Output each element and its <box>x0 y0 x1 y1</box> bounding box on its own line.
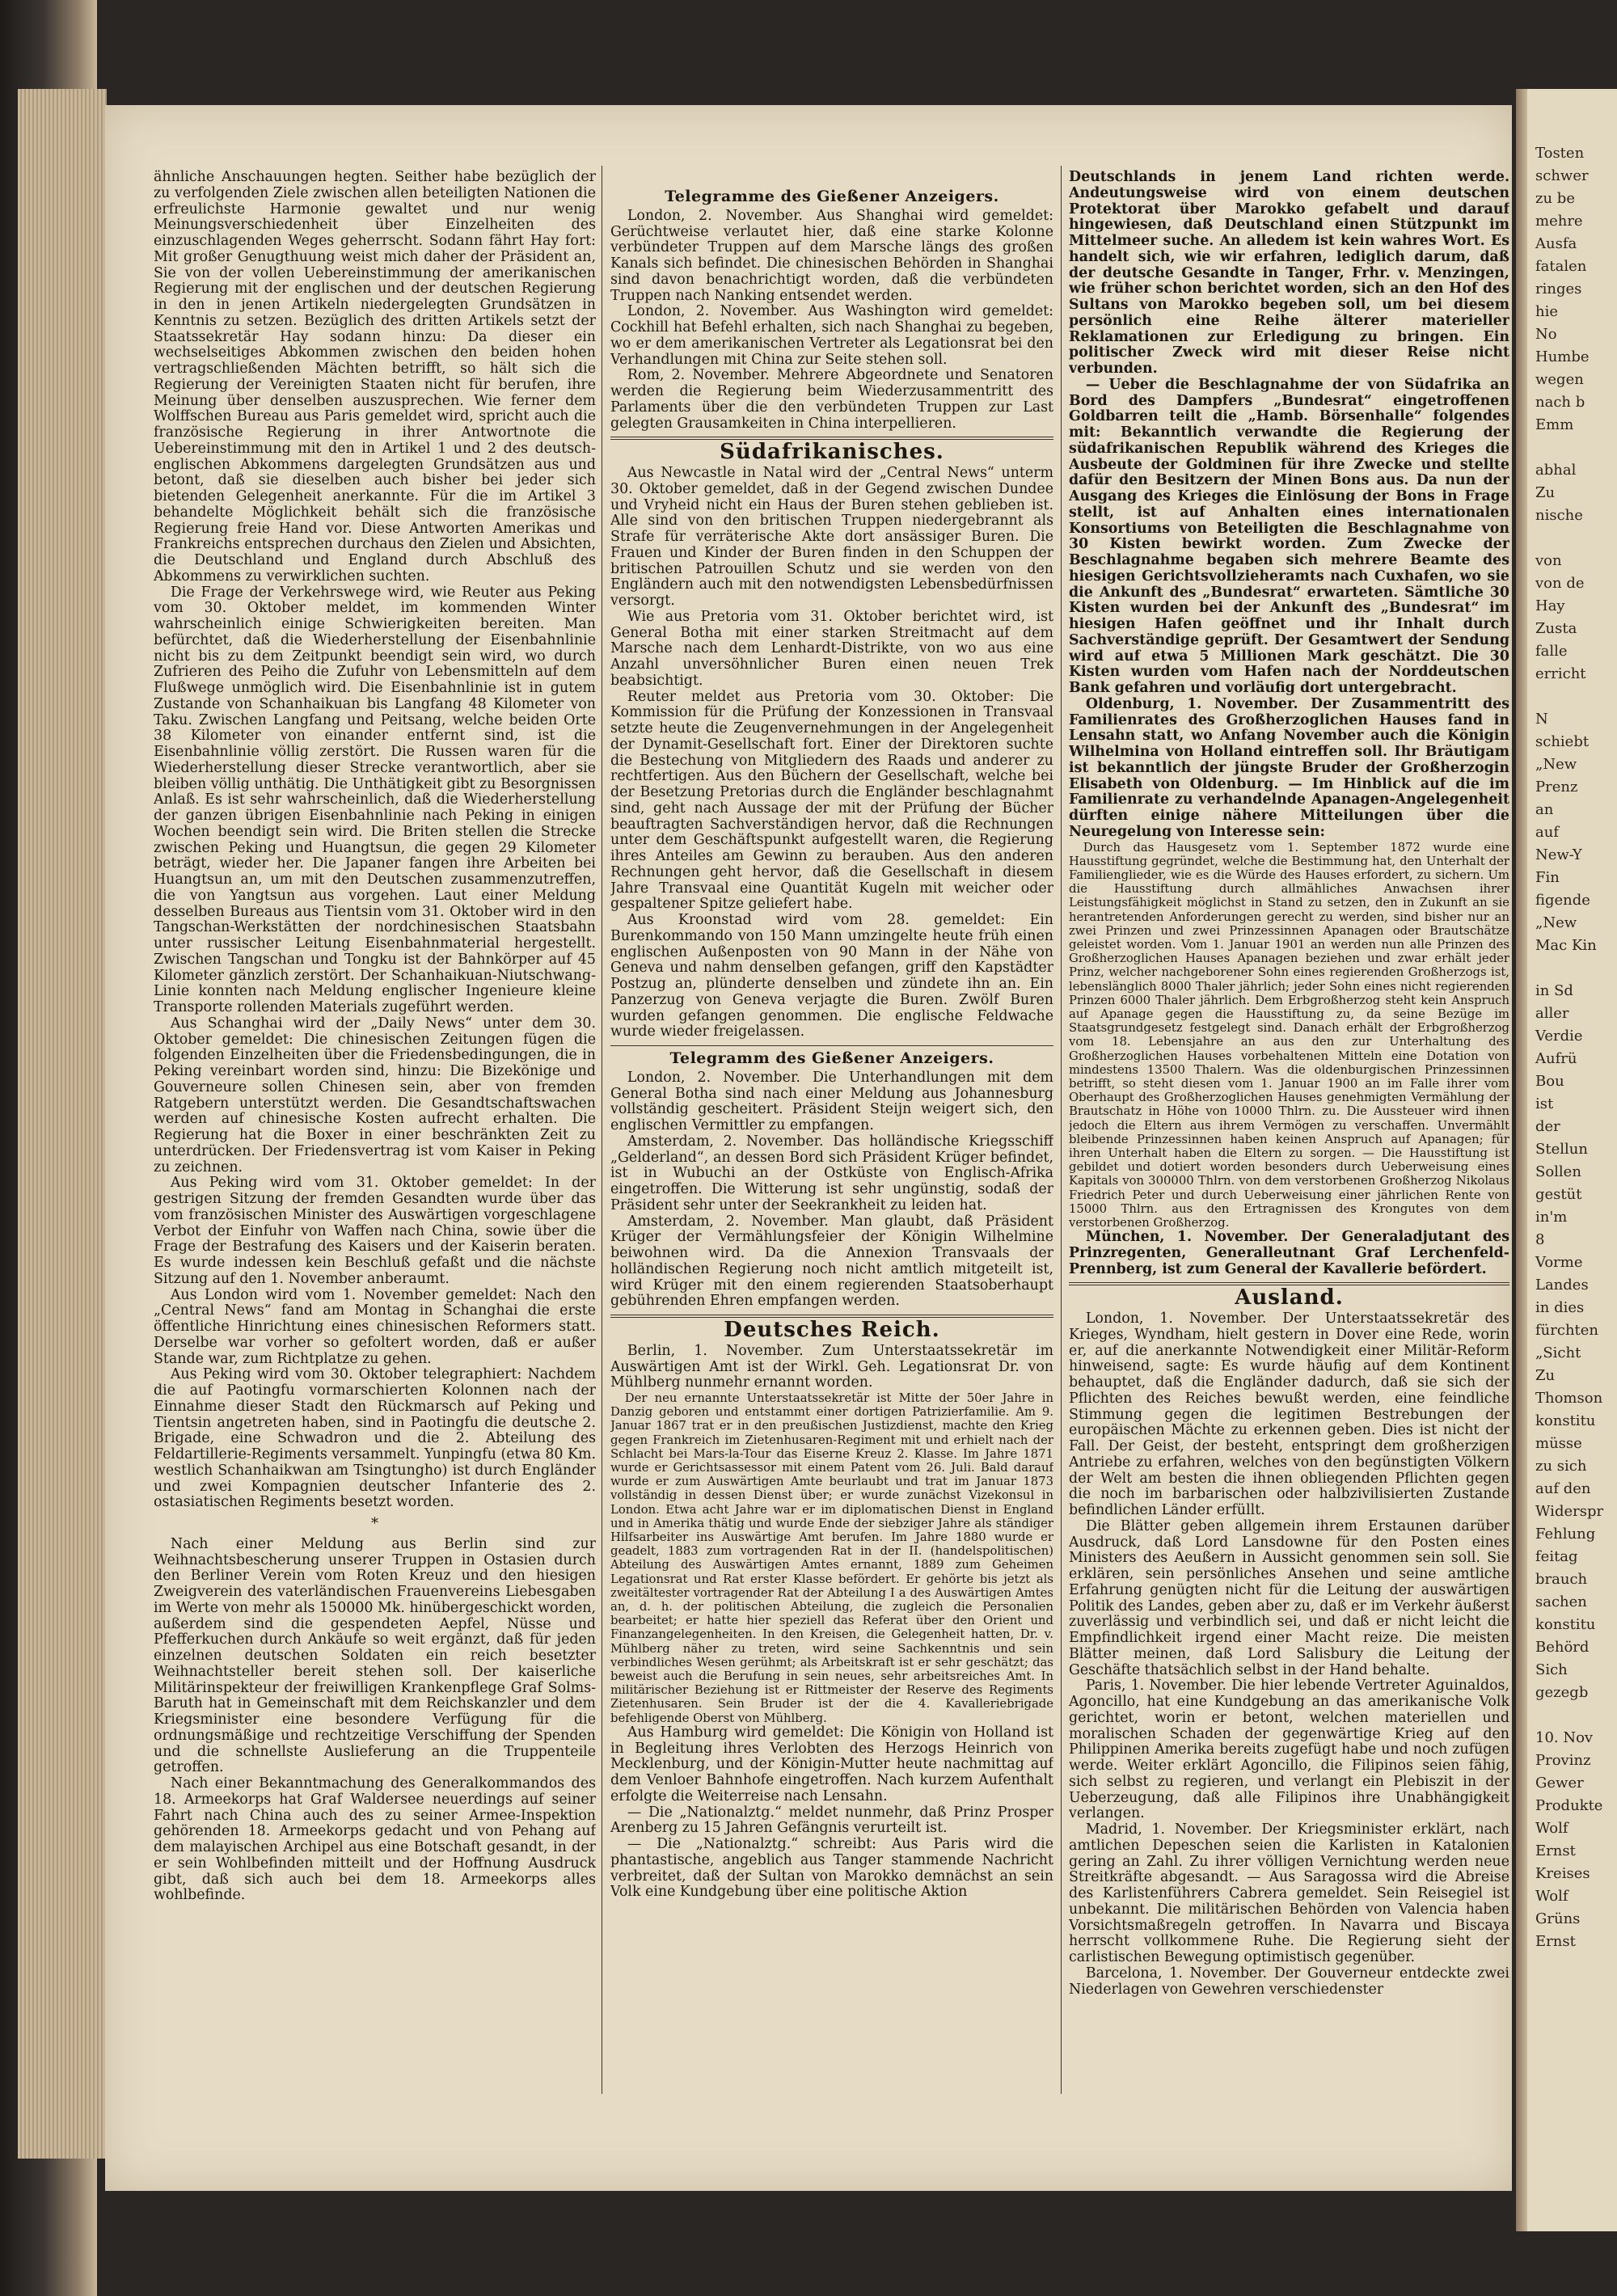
adjacent-page-line: Wolf <box>1535 1820 1568 1837</box>
adjacent-page-line: ringes <box>1535 281 1582 298</box>
article-paragraph: Aus Newcastle in Natal wird der „Central News“ unterm 30. Oktober gemeldet, daß in der Gegend zwischen Dundee und Vryheid nicht ein Haus der Buren stehen geblieben ist. Alle sind von den britischen Truppen niedergebrannt als Strafe für verräterische Akte dort ansässiger Buren. Die Frauen und Kinder der Buren finden in den Schuppen der britischen Patrouillen Schutz und sie werden von den Engländern auch mit den notwendigsten Lebensbedürfnissen versorgt. <box>610 465 1053 609</box>
adjacent-page-text <box>1516 89 1617 1950</box>
adjacent-page-line: konstitu <box>1535 1616 1596 1633</box>
article-paragraph: Die Frage der Verkehrswege wird, wie Reuter aus Peking vom 30. Oktober meldet, im kommenden Winter wahrscheinlich einige Schwierigkeiten bereiten. Man befürchtet, daß die Wiederherstellung der Eisenbahnlinie nicht bis zu dem Zeitpunkt beendigt sein wird, wo durch Zufrieren des Peiho die Zufuhr von Lebensmitteln auf dem Flußwege unmöglich wird. Die Eisenbahnlinie ist in gutem Zustande von Schanhaikuan bis Langfang 48 Kilometer von Taku. Zwischen Langfang und Peitsang, welche beiden Orte 38 Kilometer von einander entfernt sind, ist die Eisenbahnlinie völlig zerstört. Die Russen waren für die Wiederherstellung dieser Strecke verantwortlich, aber sie bleiben völlig unthätig. Die Unthätigkeit gibt zu Besorgnissen Anlaß. Es ist sehr wahrscheinlich, daß die Wiederherstellung der ganzen übrigen Eisenbahnlinie nach Peking in einigen Wochen beendigt sein wird. Die Briten stellen die Strecke zwischen Peking und Huangtsun, die gegen 29 Kilometer beträgt, wieder her. Die Japaner fangen ihre Arbeiten bei Huangtsun an, um mit den Deutschen zusammenzutreffen, die von Yangtsun aus vorgehen. Laut einer Meldung desselben Bureaus aus Tientsin vom 31. Oktober wird in den Tangschan-Werkstätten der nordchinesischen Staatsbahn unter russischer Leitung Eisenbahnmaterial hergestellt. Zwischen Tangschan und Tongku ist der Bahnkörper auf 45 Kilometer gänzlich zerstört. Der Schanhaikuan-Niutschwang-Linie konnten nach Meldung englischer Ingenieure kleine Transporte rollenden Materials zugeführt werden. <box>154 584 596 1015</box>
adjacent-page-line: „Sicht <box>1535 1344 1581 1361</box>
adjacent-page-line: „New <box>1535 756 1577 773</box>
adjacent-page-line: von de <box>1535 575 1585 592</box>
adjacent-page-line: ist <box>1535 1095 1554 1112</box>
adjacent-page-line: Verdie <box>1535 1028 1583 1045</box>
adjacent-page-line: Aufrü <box>1535 1050 1577 1067</box>
article-paragraph: — Ueber die Beschlagnahme der von Südafrika an Bord des Dampfers „Bundesrat“ eingetroffenen Goldbarren teilt die „Hamb. Börsenhalle“ folgendes mit: Bekanntlich verwandte die Regierung der südafrikanischen Republik während des Krieges die Ausbeute der Goldminen für ihre Zwecke und stellte dafür den Besitzern der Minen Bons aus. Da nun der Ausgang des Krieges die Einlösung der Bons in Frage stellt, ist auf Anhalten eines internationalen Konsortiums von Beteiligten die Beschlagnahme von 30 Kisten bewirkt worden. Zum Zwecke der Beschlagnahme begaben sich mehrere Beamte des hiesigen Gerichtsvollzieheramts nach Cuxhafen, wo sie die Ankunft des „Bundesrat“ erwarteten. Sämtliche 30 Kisten wurden bei der Ankunft des „Bundesrat“ im hiesigen Hafen geöffnet und ihr Inhalt durch Sachverständige geprüft. Der Gesamtwert der Sendung wird auf etwa 5 Millionen Mark geschätzt. Die 30 Kisten wurden vom Hafen nach der Norddeutschen Bank gefahren und vorläufig dort untergebracht. <box>1069 376 1509 696</box>
article-paragraph: Oldenburg, 1. November. Der Zusammentritt des Familienrates des Großherzoglichen Hauses fand in Lensahn statt, wo Anfang November auch die Königin Wilhelmina von Holland eintreffen soll. Ihr Bräutigam ist bekanntlich der jüngste Bruder der Großherzogin Elisabeth von Oldenburg. — Im Hinblick auf die im Familienrate zu verhandelnde Apanagen-Angelegenheit dürften einige nähere Mitteilungen über die Neuregelung von Interesse sein: <box>1069 695 1509 840</box>
article-paragraph: Aus London wird vom 1. November gemeldet: Nach den „Central News“ fand am Montag in Schanghai die erste öffentliche Hinrichtung eines chinesischen Reformers statt. Derselbe war vorher so gefoltert worden, daß er außer Stande war, zum Richtplatze zu gehen. <box>154 1286 596 1367</box>
adjacent-page-line: Wolf <box>1535 1888 1568 1905</box>
adjacent-page-line: Vorme <box>1535 1254 1583 1271</box>
adjacent-page-line: fürchten <box>1535 1322 1599 1339</box>
adjacent-page-line: Widerspr <box>1535 1503 1604 1520</box>
section-heading: Deutsches Reich. <box>724 1318 940 1342</box>
adjacent-page-gutter <box>1516 89 1527 2231</box>
adjacent-page-line: gestüt <box>1535 1186 1582 1203</box>
section-heading: Südafrikanisches. <box>720 440 944 465</box>
article-paragraph: Aus Kroonstad wird vom 28. gemeldet: Ein Burenkommando von 150 Mann umzingelte heute früh einen englischen Außenposten von 90 Mann in der Nähe von Geneva und nahm denselben gefangen, griff den Kapstädter Postzug an, plünderte denselben und zündete ihn an. Ein Panzerzug von Geneva verjagte die Buren. Zwölf Buren wurden gefangen genommen. Die englische Feldwache wurde wieder freigelassen. <box>610 912 1053 1040</box>
adjacent-page-line: Provinz <box>1535 1752 1591 1769</box>
adjacent-page-line: Thomson <box>1535 1390 1603 1407</box>
adjacent-page-line: Hay <box>1535 597 1565 614</box>
adjacent-page-line: in Sd <box>1535 982 1573 999</box>
adjacent-page-line: Sollen <box>1535 1163 1581 1180</box>
column-2 <box>610 184 1053 2100</box>
section-heading: Telegramm des Gießener Anzeigers. <box>669 1049 994 1067</box>
adjacent-page-line: Ernst <box>1535 1842 1576 1859</box>
adjacent-page-line: Ernst <box>1535 1933 1576 1950</box>
adjacent-page-line: Mac Kin <box>1535 937 1597 954</box>
adjacent-page-line: nische <box>1535 507 1583 524</box>
adjacent-page-line: Grüns <box>1535 1910 1581 1927</box>
asterisk-separator: * <box>371 1515 378 1532</box>
article-paragraph: Nach einer Bekanntmachung des Generalkommandos des 18. Armeekorps hat Graf Waldersee neuerdings auf seiner Fahrt nach China auch des zu seiner Armee-Inspektion gehörenden 18. Armeekorps gedacht und von Pehang auf dem malayischen Archipel aus eine Botschaft gesandt, in der er sein Wohlbefinden mitteilt und der Hoffnung Ausdruck gibt, daß sich auch bei dem 18. Armeekorps alles wohlbefinde. <box>154 1775 596 1904</box>
adjacent-page-line <box>1535 440 1617 456</box>
adjacent-page-line: 8 <box>1535 1231 1545 1248</box>
adjacent-page-line: mehre <box>1535 213 1583 230</box>
adjacent-page-line: Stellun <box>1535 1141 1588 1158</box>
adjacent-page-line: wegen <box>1535 371 1584 388</box>
article-paragraph: Aus Peking wird vom 31. Oktober gemeldet: In der gestrigen Sitzung der fremden Gesandten wurde über das vom französischen Minister des Auswärtigen vorgeschlagene Verbot der Einfuhr von Waffen nach China, sowie über die Frage der Bestrafung des Kaisers und der Kaiserin beraten. Es wurde indessen kein Beschluß gefaßt und die nächste Sitzung auf den 1. November anberaumt. <box>154 1175 596 1287</box>
adjacent-page-line: Gewer <box>1535 1775 1584 1792</box>
adjacent-page-line <box>1535 530 1617 547</box>
adjacent-page-line: brauch <box>1535 1571 1588 1588</box>
column-3 <box>1069 170 1509 2086</box>
article-paragraph: Durch das Hausgesetz vom 1. September 1872 wurde eine Hausstiftung gegründet, welche die Bestimmung hat, den Unterhalt der Familienglieder, wie es die Würde des Hauses erfordert, zu sichern. Um die Hausstiftung durch allmähliches Anwachsen ihrer Leistungsfähigkeit möglichst in Stand zu setzen, den in Zukunft an sie herantretenden Anforderungen gerecht zu werden, sind bisher nur an zwei Prinzen und zwei Prinzessinnen Apanagen oder Brautschätze geleistet worden. Vom 1. Januar 1901 an werden nun alle Prinzen des Großherzoglichen Hauses Apanagen beziehen und zwar erhält jeder Prinz, welcher nachgeborener Sohn eines regierenden Großherzogs ist, lebenslänglich 8000 Thaler jährlich; jeder Sohn eines nicht regierenden Prinzen 6000 Thaler jährlich. Dem Erbgroßherzog steht kein Anspruch auf Apanage gegen die Hausstiftung zu, da seine Bezüge im Staatsgrundgesetz festgelegt sind. Danach erhält der Erbgroßherzog vom 18. Lebensjahre an aus den zur Unterhaltung des Großherzoglichen Hauses vorbehaltenen Mitteln eine Dotation von mindestens 13500 Thalern. Was die oldenburgischen Prinzessinnen betrifft, so steht diesen vom 1. Januar 1900 an im Falle ihrer vom Oberhaupt des Großherzoglichen Hauses genehmigten Vermählung der Brautschatz in Höhe von 10000 Thlrn. zu. Die Aussteuer wird ihnen jedoch die Eltern aus ihrem Vermögen zu verschaffen. Unvermählt bleibende Prinzessinnen haben keinen Anspruch auf Apanagen; für ihren Unterhalt haben die Eltern zu sorgen. — Die Hausstiftung ist gebildet und dotiert worden besonders durch Ueberweisung eines Kapitals von 300000 Thlrn. von dem verstorbenen Großherzog Nikolaus Friedrich Peter und durch Ueberweisung einer jährlichen Rente von 15000 Thlrn. aus den Ertragnissen des Krongutes von dem verstorbenen Großherzog. <box>1069 840 1509 1230</box>
adjacent-page-line: Behörd <box>1535 1639 1590 1656</box>
article-paragraph: — Die „Nationalztg.“ meldet nunmehr, daß Prinz Prosper Arenberg zu 15 Jahren Gefängnis verurteilt ist. <box>610 1804 1053 1837</box>
article-paragraph: Aus Schanghai wird der „Daily News“ unter dem 30. Oktober gemeldet: Die chinesischen Zeitungen fügen die folgenden Einzelheiten über die Friedensbedingungen, die in Peking vereinbart worden sind, hinzu: Die Bizekönige und Gouverneure sollen Chinesen sein, aber von fremden Ratgebern unterstützt werden. Die Gesandtschaftswachen werden auf chinesische Kosten aufrecht erhalten. Die Regierung hat die Boxer in einer beschränkten Zeit zu unterdrücken. Der Friedensvertrag ist vom Kaiser in Peking zu zeichnen. <box>154 1015 596 1175</box>
adjacent-page-line: Zu <box>1535 484 1556 501</box>
article-paragraph: Aus Peking wird vom 30. Oktober telegraphiert: Nachdem die auf Paotingfu vormarschierten Kolonnen nach der Einnahme dieser Stadt den Rückmarsch auf Peking und Tientsin angetreten haben, sind in Paotingfu die deutsche 2. Brigade, eine Schwadron und die 2. Abteilung des Feldartillerie-Regiments versammelt. Yunpingfu (etwa 80 Km. westlich Schanhaikwan am Tsingtungho) ist durch Engländer und zwei Kompagnien deutscher Infanterie des 2. ostasiatischen Regiments besetzt worden. <box>154 1366 596 1511</box>
article-paragraph: Berlin, 1. November. Zum Unterstaatssekretär im Auswärtigen Amt ist der Wirkl. Geh. Legationsrat Dr. von Mühlberg nunmehr ernannt worden. <box>610 1342 1053 1391</box>
adjacent-page-line: Kreises <box>1535 1865 1590 1882</box>
article-paragraph: Amsterdam, 2. November. Man glaubt, daß Präsident Krüger der Vermählungsfeier der Königin Wilhelmine beiwohnen wird. Da die Annexion Transvaals der holländischen Regierung noch nicht amtlich mitgeteilt ist, wird Krüger mit den einem regierenden Staatsoberhaupt gebührenden Ehren empfangen werden. <box>610 1213 1053 1310</box>
horizontal-rule <box>610 1045 1053 1046</box>
article-paragraph: Amsterdam, 2. November. Das holländische Kriegsschiff „Gelderland“, an dessen Bord sich Präsident Krüger befindet, ist in Wubuchi an der Ostküste von Englisch-Afrika eingetroffen. Die Witterung ist sehr ungünstig, sodaß der Präsident sehr unter der Seekrankheit zu leiden hat. <box>610 1133 1053 1213</box>
section-heading: Telegramme des Gießener Anzeigers. <box>665 188 999 205</box>
adjacent-page-line: nach b <box>1535 394 1585 411</box>
article-paragraph: Deutschlands in jenem Land richten werde. Andeutungsweise wird von einem deutschen Protektorat über Marokko gefabelt und darauf hingewiesen, daß Deutschland einen Stützpunkt im Mittelmeer suche. An alledem ist kein wahres Wort. Es handelt sich, wie wir erfahren, lediglich darum, daß der deutsche Gesandte in Tanger, Frhr. v. Menzingen, wie früher schon berichtet worden, sich an den Hof des Sultans von Marokko begeben soll, um bei diesem persönlich eine Reihe älterer materieller Reklamationen zur Erledigung zu bringen. Ein politischer Zweck wird mit dieser Reise nicht verbunden. <box>1069 170 1509 377</box>
article-paragraph: ähnliche Anschauungen hegten. Seither habe bezüglich der zu verfolgenden Ziele zwischen allen beteiligten Nationen die erfreulichste Harmonie gewaltet und nur wenig Meinungsverschiedenheit über Einzelheiten des einzuschlagenden Weges geherrscht. Sodann fährt Hay fort: Mit großer Genugthuung weist mich daher der Präsident an, Sie von der vollen Uebereinstimmung der amerikanischen Regierung mit der englischen und der deutschen Regierung in den in jenen Artikeln niedergelegten Grundsätzen in Kenntnis zu setzen. Bezüglich des dritten Artikels setzt der Staatssekretär Hay sodann hinzu: Da dieser ein wechselseitiges Abkommen zwischen den beiden hohen vertragschließenden Mächten betrifft, so hält sich die Regierung der Vereinigten Staaten nicht für berufen, ihre Meinung über denselben auszusprechen. Wie ferner dem Wolffschen Bureau aus Paris gemeldet wird, spricht auch die französische Regierung in ihrer Antwortnote die Uebereinstimmung mit den in Artikel 1 und 2 des deutsch-englischen Abkommens dargelegten Grundsätzen aus und betont, daß sie dieselben auch bisher bei jeder sich bietenden Gelegenheit anerkannte. Für die im Artikel 3 behandelte Möglichkeit behält sich die französische Regierung freie Hand vor. Diese Antworten Amerikas und Frankreichs entsprechen durchaus den Zielen und Absichten, die Deutschland und England durch Abschluß des Abkommens zu verwirklichen suchten. <box>154 170 596 585</box>
adjacent-page-line: feitag <box>1535 1548 1578 1565</box>
article-paragraph: München, 1. November. Der Generaladjutant des Prinzregenten, Generalleutnant Graf Lerchenfeld-Prennberg, ist zum General der Kavallerie befördert. <box>1069 1229 1509 1277</box>
article-paragraph: London, 2. November. Die Unterhandlungen mit dem General Botha sind nach einer Meldung aus Johannesburg vollständig gescheitert. Präsident Steijn weigert sich, den englischen Vermittler zu empfangen. <box>610 1069 1053 1133</box>
adjacent-page <box>1516 89 1617 2231</box>
adjacent-page-line: Zu <box>1535 1367 1556 1384</box>
adjacent-page-line: aller <box>1535 1005 1569 1022</box>
column-divider-2 <box>1061 166 1062 2094</box>
adjacent-page-line: auf <box>1535 824 1559 841</box>
adjacent-page-line: „New <box>1535 914 1577 931</box>
adjacent-page-line: Produkte <box>1535 1797 1603 1814</box>
adjacent-page-line: der <box>1535 1118 1560 1135</box>
adjacent-page-line: Landes <box>1535 1277 1589 1294</box>
adjacent-page-line: Emm <box>1535 416 1574 433</box>
article-paragraph: Nach einer Meldung aus Berlin sind zur Weihnachtsbescherung unserer Truppen in Ostasien durch den Berliner Verein vom Roten Kreuz und den hiesigen Zweigverein des vaterländischen Frauenvereins Liebesgaben im Werte von mehr als 150000 Mk. hinübergeschickt worden, außerdem sind die gespendeten Aepfel, Nüsse und Pfefferkuchen durch Ankäufe so weit ergänzt, daß für jeden einzelnen deutschen Soldaten ein reich besetzter Weihnachtsteller bereit stehen soll. Der kaiserliche Militärinspekteur der freiwilligen Krankenpflege Graf Solms-Baruth hat in Gemeinschaft mit dem Reichskanzler und dem Kriegsminister eine besondere Verfügung für die ordnungsmäßige und rechtzeitige Verschiffung der Spenden und die schnellste Auslieferung an die Truppenteile getroffen. <box>154 1535 596 1776</box>
article-paragraph: Der neu ernannte Unterstaatssekretär ist Mitte der 50er Jahre in Danzig geboren und entstammt einer dortigen Patrizierfamilie. Am 9. Januar 1867 trat er in den preußischen Justizdienst, machte den Krieg gegen Frankreich im Zietenhusaren-Regiment mit und erhielt nach der Schlacht bei Mars-la-Tour das Eiserne Kreuz 2. Klasse. Im Jahre 1871 wurde er Gerichtsassessor mit einem Patent vom 26. Juli. Bald darauf wurde er zum Auswärtigen Amte beurlaubt und trat im Januar 1873 vollständig in dessen Dienst über; er wurde zunächst Vizekonsul in London. Etwa acht Jahre war er im diplomatischen Dienst in England und in Amerika thätig und wurde Ende der siebziger Jahre als ständiger Hilfsarbeiter ins Auswärtige Amt berufen. Im Jahre 1880 wurde er geadelt, 1883 zum vortragenden Rat in der II. (handelspolitischen) Abteilung des Auswärtigen Amtes ernannt, 1889 zum Geheimen Legationsrat und Rat erster Klasse befördert. Er gehörte bis jetzt als zweitältester vortragender Rat der Abteilung I a des Auswärtigen Amtes an, d. h. der politischen Abteilung, die zugleich die Personalien bearbeitet; er hatte hier speziell das Referat über den Orient und Finanzangelegenheiten. In den Kreisen, die Gelegenheit hatten, Dr. v. Mühlberg näher zu treten, wird seine Sachkenntnis und sein verbindliches Wesen gerühmt; als Arbeitskraft ist er sehr geschätzt; das beweist auch die Berufung in sein neues, sehr arbeitsreiches Amt. In militärischer Beziehung ist er Rittmeister der Reserve des Regiments Zietenhusaren. Sein Bruder ist der die 4. Kavalleriebrigade befehligende Oberst von Mühlberg. <box>610 1391 1053 1725</box>
article-paragraph: London, 2. November. Aus Shanghai wird gemeldet: Gerüchtweise verlautet hier, daß eine starke Kolonne verbündeter Truppen auf dem Marsche längs des großen Kanals sich befindet. Die chinesischen Behörden in Shanghai sind davon benachrichtigt worden, daß die verbündeten Truppen nach Nanking entsendet werden. <box>610 207 1053 304</box>
article-paragraph: Barcelona, 1. November. Der Gouverneur entdeckte zwei Niederlagen von Gewehren verschiedenster <box>1069 1965 1509 1998</box>
article-paragraph: Aus Hamburg wird gemeldet: Die Königin von Holland ist in Begleitung ihres Verlobten des Herzogs Heinrich von Mecklenburg, und der Königin-Mutter heute nachmittag auf dem Venloer Bahnhofe eingetroffen. Nach kurzem Aufenthalt erfolgte die Weiterreise nach Lensahn. <box>610 1724 1053 1804</box>
adjacent-page-line: in'm <box>1535 1209 1568 1226</box>
article-paragraph: Reuter meldet aus Pretoria vom 30. Oktober: Die Kommission für die Prüfung der Konzessionen in Transvaal setzte heute die Zeugenvernehmungen in der Angelegenheit der Dynamit-Gesellschaft fort. Einer der Direktoren suchte die Bestechung von Mitgliedern des Raads und anderer zu rechtfertigen. Aus den Büchern der Gesellschaft, welche bei der Besetzung Pretorias durch die Engländer beschlagnahmt sind, geht nach Aussage der mit der Prüfung der Bücher beauftragten Sachverständigen hervor, daß die Rechnungen unter dem Geschäftspunkt aufgestellt waren, die Regierung ihres Anteiles am Gewinn zu berauben. Aus den anderen Rechnungen geht hervor, daß die Gesellschaft in diesem Jahre Transvaal eine Quantität Kugeln mit weicher oder gespaltener Spitze geliefert habe. <box>610 688 1053 913</box>
adjacent-page-line: No <box>1535 326 1557 343</box>
article-paragraph: Paris, 1. November. Die hier lebende Vertreter Aguinaldos, Agoncillo, hat eine Kundgebung an das amerikanische Volk gerichtet, worin er betont, welchen materiellen und moralischen Schaden der gegenwärtige Krieg auf den Philippinen Amerika bereits zugefügt habe und noch zufügen werde. Weiter erklärt Agoncillo, die Filipinos seien fähig, sich selbst zu regieren, und verlangt ein Plebiszit in der Ueberzeugung, daß alle Filipinos ihre Unabhängigkeit verlangen. <box>1069 1678 1509 1822</box>
adjacent-page-line: an <box>1535 801 1554 818</box>
adjacent-page-line: zu be <box>1535 190 1575 207</box>
article-paragraph: Madrid, 1. November. Der Kriegsminister erklärt, nach amtlichen Depeschen seien die Karlisten in Katalonien gering an Zahl. Zu ihrer völligen Vernichtung werden neue Streitkräfte abgesandt. — Aus Saragossa wird die Abreise des Karlistenführers Cabrera gemeldet. Sein Reisegiel ist unbekannt. Die militärischen Behörden von Valencia haben Vorsichtsmaßregeln getroffen. In Navarra und Biscaya herrscht vollkommene Ruhe. Die Regierung sieht der carlistischen Bewegung optimistisch gegenüber. <box>1069 1821 1509 1966</box>
adjacent-page-line: Bou <box>1535 1073 1564 1090</box>
adjacent-page-line: schiebt <box>1535 733 1590 750</box>
adjacent-page-line <box>1535 689 1617 705</box>
page-edge-stack <box>18 89 107 2159</box>
article-paragraph: Rom, 2. November. Mehrere Abgeordnete und Senatoren werden die Regierung beim Wiederzusammentritt des Parlaments über die den verbündeten Truppen zur Last gelegten Grausamkeiten in China interpellieren. <box>610 367 1053 432</box>
adjacent-page-line: von <box>1535 552 1562 569</box>
adjacent-page-line: hie <box>1535 303 1559 320</box>
section-heading: Ausland. <box>1235 1285 1344 1310</box>
adjacent-page-line: abhal <box>1535 462 1577 479</box>
adjacent-page-line: Humbe <box>1535 348 1590 365</box>
adjacent-page-line: Ausfa <box>1535 235 1577 252</box>
adjacent-page-line: in dies <box>1535 1299 1585 1316</box>
adjacent-page-line: figende <box>1535 892 1590 909</box>
adjacent-page-line: Sich <box>1535 1661 1568 1678</box>
adjacent-page-line: sachen <box>1535 1593 1587 1610</box>
adjacent-page-line: Fin <box>1535 869 1560 886</box>
adjacent-page-line: New-Y <box>1535 846 1582 863</box>
adjacent-page-line: erricht <box>1535 665 1586 682</box>
adjacent-page-line <box>1535 960 1617 977</box>
adjacent-page-line: N <box>1535 711 1548 728</box>
adjacent-page-line: Fehlung <box>1535 1526 1596 1543</box>
adjacent-page-line: fatalen <box>1535 258 1587 275</box>
article-paragraph: London, 1. November. Der Unterstaatssekretär des Krieges, Wyndham, hielt gestern in Dover eine Rede, worin er, auf die anerkannte Notwendigkeit einer Militär-Reform hinweisend, sagte: Es wurde häufig auf dem Kontinent behauptet, daß die Engländer dadurch, daß sie sich der Pflichten des Reiches bewußt werden, eine feindliche Stimmung gegen die legitimen Bestrebungen der europäischen Mächte zu erkennen geben. Dies ist nicht der Fall. Der Geist, der besteht, entspringt dem großherzigen Antriebe zu erfahren, welches von den begünstigten Völkern der Welt am besten die ihnen obliegenden Pflichten gegen die noch im barbarischen oder halbzivilisierten Zustande befindlichen Länder erfüllt. <box>1069 1310 1509 1519</box>
adjacent-page-line: Zusta <box>1535 620 1577 637</box>
adjacent-page-line: falle <box>1535 643 1568 660</box>
adjacent-page-line <box>1535 1707 1617 1724</box>
column-1 <box>154 170 596 2086</box>
article-paragraph: Die Blätter geben allgemein ihrem Erstaunen darüber Ausdruck, daß Lord Lansdowne für den Posten eines Ministers des Aeußern in Aussicht genommen sein soll. Sie erklären, sein persönliches Ansehen und seine amtliche Erfahrung genügten nicht für die Leitung der auswärtigen Politik des Landes, geben aber zu, daß er im Verkehr äußerst zuverlässig und verbindlich sei, und daß er nicht leicht die Empfindlichkeit irgend einer Macht reize. Die meisten Blätter meinen, daß Lord Salisbury die Leitung der Geschäfte thatsächlich selbst in der Hand behalte. <box>1069 1517 1509 1678</box>
adjacent-page-line: schwer <box>1535 167 1589 184</box>
adjacent-page-line: Tosten <box>1535 145 1585 162</box>
adjacent-page-line: konstitu <box>1535 1412 1596 1429</box>
adjacent-page-line: auf den <box>1535 1480 1591 1497</box>
adjacent-page-line: Prenz <box>1535 779 1578 796</box>
adjacent-page-line: 10. Nov <box>1535 1729 1594 1746</box>
article-paragraph: — Die „Nationalztg.“ schreibt: Aus Paris wird die phantastische, angeblich aus Tanger stammende Nachricht verbreitet, daß der Sultan von Marokko demnächst an sein Volk eine Kundgebung über eine politische Aktion <box>610 1836 1053 1901</box>
article-paragraph: Wie aus Pretoria vom 31. Oktober berichtet wird, ist General Botha mit einer starken Streitmacht auf dem Marsche nach dem Lenhardt-Distrikte, von wo aus eine Anzahl unversöhnlicher Buren einen neuen Trek beabsichtigt. <box>610 608 1053 689</box>
adjacent-page-line: müsse <box>1535 1435 1582 1452</box>
adjacent-page-line: gezegb <box>1535 1684 1589 1701</box>
adjacent-page-line: zu sich <box>1535 1458 1587 1475</box>
article-paragraph: London, 2. November. Aus Washington wird gemeldet: Cockhill hat Befehl erhalten, sich nach Shanghai zu begeben, wo er dem amerikanischen Vertreter als Legationsrat bei den Verhandlungen mit China zur Seite stehen soll. <box>610 303 1053 368</box>
